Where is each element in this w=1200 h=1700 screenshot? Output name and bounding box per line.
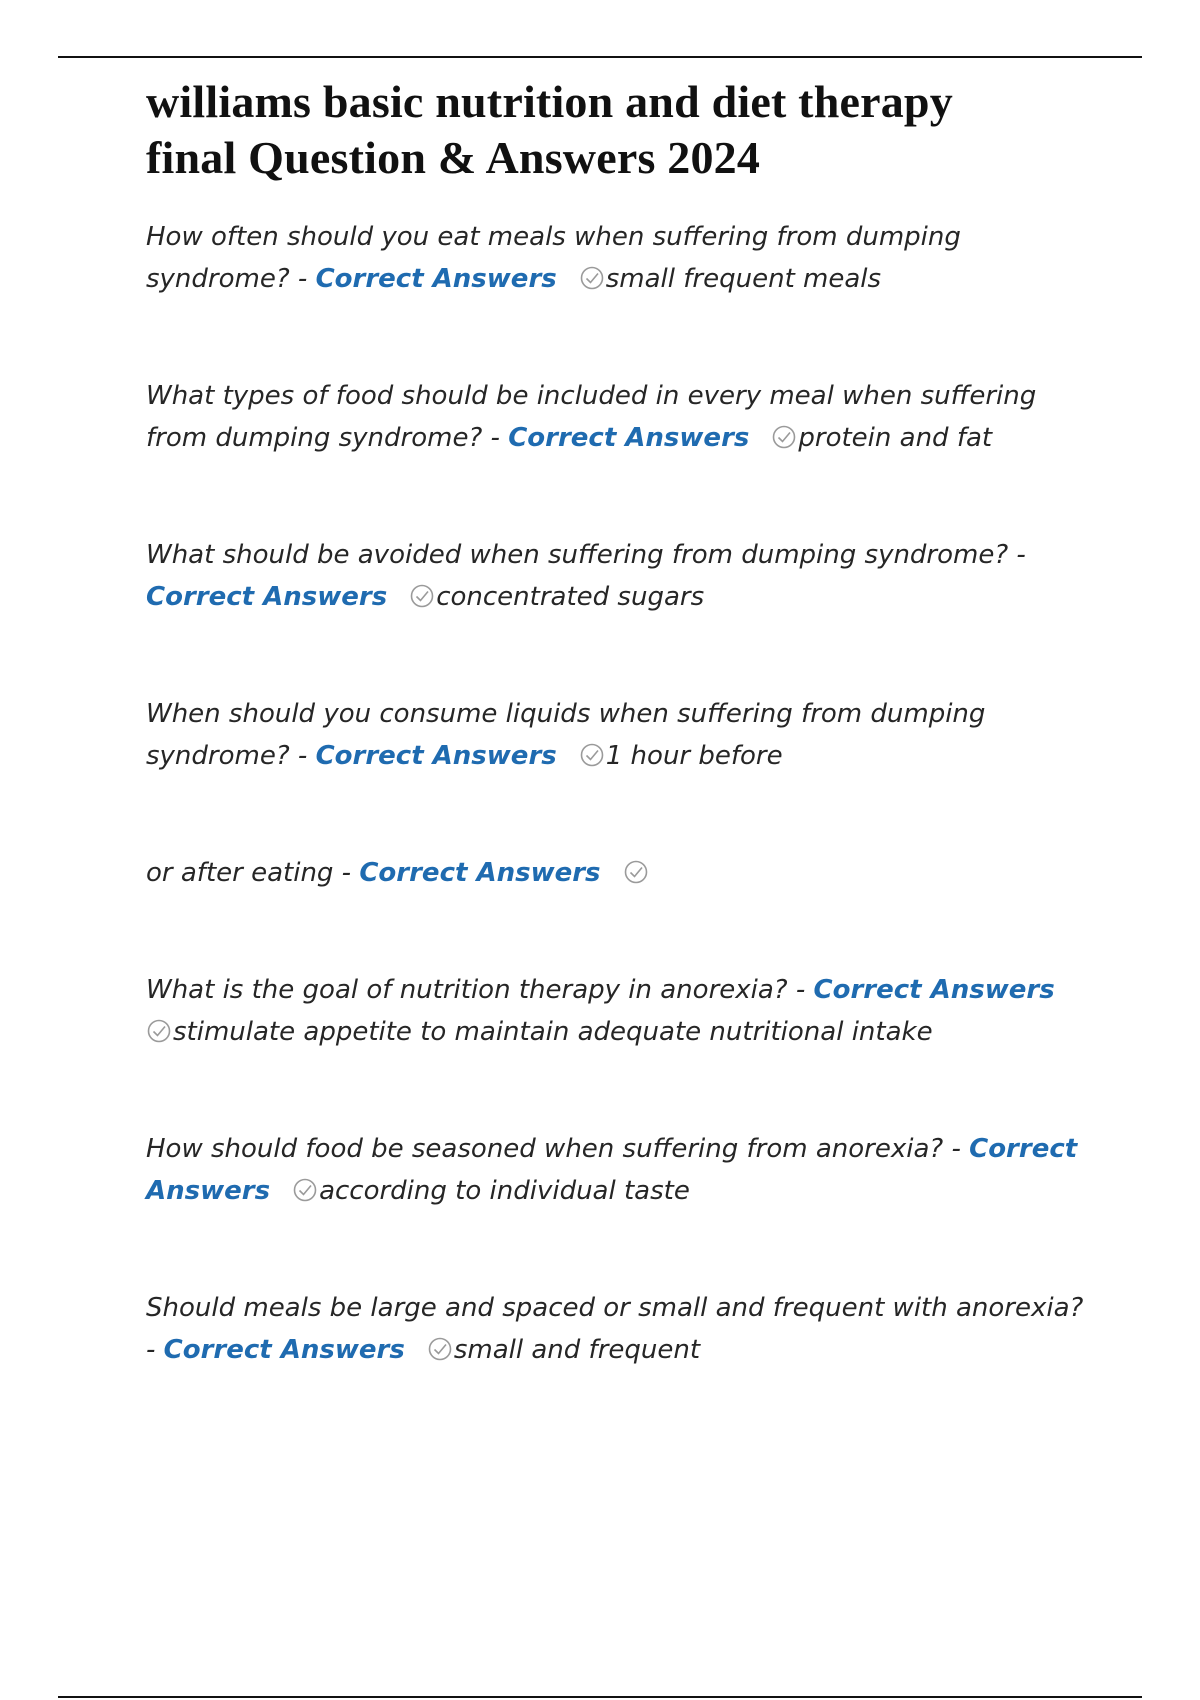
- correct-answers-label: Correct Answers: [146, 1134, 1078, 1206]
- bottom-rule: [58, 1696, 1142, 1698]
- check-circle-icon: [427, 1336, 453, 1362]
- correct-answers-label: Correct Answers: [163, 1335, 405, 1365]
- correct-answers-label: Correct Answers: [315, 264, 557, 294]
- check-circle-icon: [146, 1018, 172, 1044]
- correct-answers-label: Correct Answers: [315, 741, 557, 771]
- separator: -: [1008, 540, 1026, 570]
- check-circle-icon: [579, 265, 605, 291]
- qa-item: [146, 969, 1096, 1053]
- question-text: How often should you eat meals when suffering from dumping syndrome?: [146, 222, 961, 294]
- correct-answers-label: Correct Answers: [359, 858, 601, 888]
- separator: -: [482, 423, 509, 453]
- check-circle-icon: [409, 583, 435, 609]
- qa-item: [146, 534, 1096, 618]
- answer-text: concentrated sugars: [436, 582, 705, 612]
- separator: -: [289, 264, 316, 294]
- qa-item: [146, 852, 1096, 894]
- title-line-2: final Question & Answers 2024: [146, 132, 761, 183]
- separator: -: [146, 1335, 164, 1365]
- qa-item: [146, 1128, 1096, 1212]
- top-rule: [58, 56, 1142, 58]
- separator: -: [787, 975, 814, 1005]
- qa-item: [146, 375, 1096, 459]
- question-text: or after eating: [146, 858, 334, 888]
- separator: -: [289, 741, 316, 771]
- question-text: How should food be seasoned when suffering from anorexia?: [146, 1134, 944, 1164]
- answer-text: 1 hour before: [605, 741, 783, 771]
- check-circle-icon: [292, 1177, 318, 1203]
- qa-item: [146, 216, 1096, 300]
- correct-answers-label: Correct Answers: [508, 423, 750, 453]
- check-circle-icon: [771, 424, 797, 450]
- document-body: [146, 74, 1096, 1371]
- separator: -: [943, 1134, 970, 1164]
- question-text: What is the goal of nutrition therapy in anorexia?: [146, 975, 788, 1005]
- title-line-1: williams basic nutrition and diet therapy: [146, 76, 953, 127]
- qa-item: [146, 693, 1096, 777]
- answer-text: stimulate appetite to maintain adequate nutritional intake: [173, 1017, 933, 1047]
- correct-answers-label: Correct Answers: [813, 975, 1055, 1005]
- answer-text: small and frequent: [453, 1335, 701, 1365]
- question-text: Should meals be large and spaced or small and frequent with anorexia?: [146, 1293, 1084, 1323]
- question-text: What should be avoided when suffering from dumping syndrome?: [146, 540, 1009, 570]
- check-circle-icon: [579, 742, 605, 768]
- qa-item: [146, 1287, 1096, 1371]
- check-circle-icon: [623, 859, 649, 885]
- answer-text: according to individual taste: [319, 1176, 690, 1206]
- answer-text: protein and fat: [798, 423, 993, 453]
- question-text: When should you consume liquids when suffering from dumping syndrome?: [146, 699, 986, 771]
- answer-text: small frequent meals: [605, 264, 882, 294]
- question-text: What types of food should be included in every meal when suffering from dumping syndrome?: [146, 381, 1037, 453]
- correct-answers-label: Correct Answers: [146, 582, 388, 612]
- separator: -: [333, 858, 360, 888]
- document-title: [146, 74, 1096, 186]
